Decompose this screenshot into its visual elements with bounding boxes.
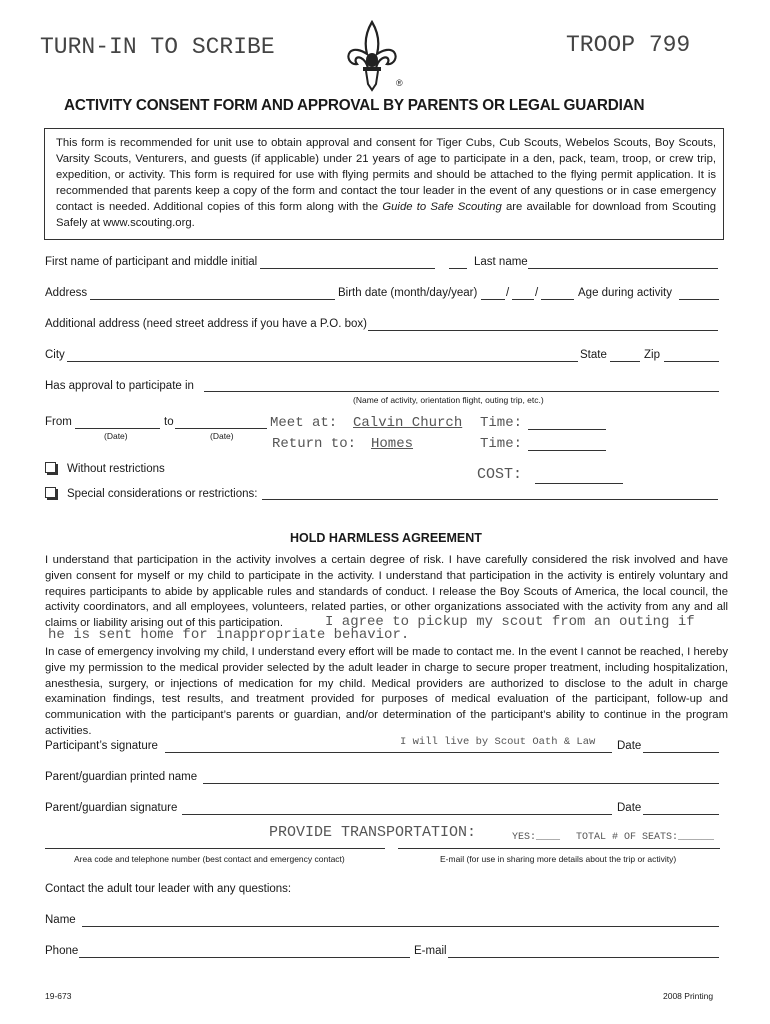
meet-time-label: Time:: [480, 415, 523, 431]
contact-phone-field[interactable]: [79, 957, 410, 958]
special-considerations-label: Special considerations or restrictions:: [67, 488, 258, 500]
from-date-hint: (Date): [104, 431, 128, 441]
parent-signature-field[interactable]: [182, 814, 612, 815]
age-field[interactable]: [679, 299, 719, 300]
hold-harmless-paragraph: I understand that participation in the activity involves a certain degree of risk. I have carefully considered the risk involved and have given consent for myself or my child to participate in the activity. I understand that participation in the activity is entirely voluntary and requires participants to abide by applicable rules and standards of conduct. I release the Boy Scouts of America, the local council, the activity coordinators, and all employees, volunteers, related parties, or other organizations associated with the activity from any and all claims or liability arising out of this participation.: [45, 554, 728, 630]
scout-oath-note: I will live by Scout Oath & Law: [400, 736, 596, 748]
parent-printed-name-label: Parent/guardian printed name: [45, 771, 198, 783]
slash-1: /: [506, 287, 510, 299]
contact-email-label: E-mail: [414, 945, 447, 957]
additional-address-field[interactable]: [368, 330, 718, 331]
cost-field[interactable]: [535, 483, 623, 484]
first-name-label: First name of participant and middle initial: [45, 256, 258, 268]
emergency-paragraph: In case of emergency involving my child, I understand every effort will be made to contact me. In the event I cannot be reached, I hereby give my permission to the medical provider selected by the adult leader in charge to secure proper treatment, including hospitalization, anesthesia, surgery, or injections of medication for my child. Medical providers are authorized to disclose to the adult in charge examination findings, test results, and treatment provided for purposes of medical evaluation of the participant, follow-up and communication with the participant’s parents or guardian, and/or determination of the participant’s ability to continue in the program activities.: [45, 646, 728, 737]
hold-harmless-heading: HOLD HARMLESS AGREEMENT: [290, 531, 482, 545]
cost-label: COST:: [477, 466, 523, 483]
special-considerations-field[interactable]: [262, 499, 718, 500]
participant-signature-label: Participant’s signature: [45, 740, 158, 752]
contact-email-field[interactable]: [448, 957, 719, 958]
from-label: From: [45, 416, 72, 428]
to-label: to: [164, 416, 174, 428]
slash-2: /: [535, 287, 539, 299]
state-field[interactable]: [610, 361, 640, 362]
address-field[interactable]: [90, 299, 335, 300]
meet-place: Calvin Church: [353, 415, 463, 431]
parent-date-field[interactable]: [643, 814, 719, 815]
without-restrictions-label: Without restrictions: [67, 463, 165, 475]
birth-date-label: Birth date (month/day/year): [338, 287, 478, 299]
special-considerations-checkbox[interactable]: [45, 487, 56, 498]
return-place: Homes: [371, 436, 414, 452]
last-name-field[interactable]: [528, 268, 718, 269]
contact-name-field[interactable]: [82, 926, 719, 927]
form-title: ACTIVITY CONSENT FORM AND APPROVAL BY PARENTS OR LEGAL GUARDIAN: [64, 97, 645, 114]
parent-printed-name-field[interactable]: [203, 783, 719, 784]
birth-month-field[interactable]: [481, 299, 505, 300]
additional-address-label: Additional address (need street address if you have a P.O. box): [45, 318, 367, 330]
transport-total-seats: TOTAL # OF SEATS:______: [576, 832, 715, 843]
pickup-note-line-1: I agree to pickup my scout from an outing if: [322, 614, 695, 630]
return-time-field[interactable]: [528, 450, 606, 451]
date-label-1: Date: [617, 740, 642, 752]
phone-caption: Area code and telephone number (best contact and emergency contact): [74, 854, 345, 864]
zip-label: Zip: [644, 349, 660, 361]
return-to-label: Return to:: [272, 436, 357, 452]
address-label: Address: [45, 287, 88, 299]
registered-mark: ®: [396, 78, 403, 88]
zip-field[interactable]: [664, 361, 719, 362]
without-restrictions-checkbox[interactable]: [45, 462, 56, 473]
phone-field[interactable]: [45, 848, 385, 849]
to-date-hint: (Date): [210, 431, 234, 441]
approval-label: Has approval to participate in: [45, 380, 194, 392]
birth-year-field[interactable]: [541, 299, 574, 300]
meet-at-label: Meet at:: [270, 415, 338, 431]
bsa-fleur-de-lis-logo: [345, 20, 399, 92]
birth-day-field[interactable]: [512, 299, 534, 300]
city-field[interactable]: [67, 361, 578, 362]
turn-in-note: TURN-IN TO SCRIBE: [40, 34, 275, 60]
last-name-label: Last name: [474, 256, 528, 268]
state-label: State: [580, 349, 607, 361]
form-number: 19-673: [45, 991, 72, 1001]
approval-field[interactable]: [204, 391, 719, 392]
intro-text: This form is recommended for unit use to obtain approval and consent for Tiger Cubs, Cub Scouts, Webelos Scouts, Boy Scouts, Varsity Scouts, Venturers, and guests (if applicable) under 21 years of age to participate in a den, pack, team, troop, or crew trip, expedition, or activity. This form is required for use with flying permits and should be attached to the flying permit application. It is recommended that parents keep a copy of the form and contact the tour leader in the event of any questions or in case emergency contact is needed. Additional copies of this form along with the Guide to Safe Scouting are available for download from Scouting Safely at www.scouting.org.: [56, 137, 717, 229]
pickup-note-line-2: he is sent home for inappropriate behavior.: [48, 627, 410, 643]
contact-heading: Contact the adult tour leader with any questions:: [45, 883, 292, 895]
email-caption: E-mail (for use in sharing more details about the trip or activity): [440, 854, 677, 864]
date-label-2: Date: [617, 802, 642, 814]
contact-name-label: Name: [45, 914, 76, 926]
meet-time-field[interactable]: [528, 429, 606, 430]
transport-yes: YES:____: [512, 832, 561, 843]
from-date-field[interactable]: [75, 428, 160, 429]
to-date-field[interactable]: [175, 428, 267, 429]
troop-number: TROOP 799: [566, 32, 691, 58]
parent-signature-label: Parent/guardian signature: [45, 802, 178, 814]
return-time-label: Time:: [480, 436, 523, 452]
transport-label: PROVIDE TRANSPORTATION:: [269, 824, 477, 841]
participant-date-field[interactable]: [643, 752, 719, 753]
printing-note: 2008 Printing: [663, 991, 714, 1001]
age-label: Age during activity: [578, 287, 672, 299]
contact-phone-label: Phone: [45, 945, 79, 957]
approval-hint: (Name of activity, orientation flight, outing trip, etc.): [353, 395, 544, 405]
first-name-field[interactable]: [260, 268, 435, 269]
city-label: City: [45, 349, 65, 361]
middle-initial-field[interactable]: [449, 268, 467, 269]
email-field[interactable]: [398, 848, 720, 849]
participant-signature-field[interactable]: [165, 752, 612, 753]
